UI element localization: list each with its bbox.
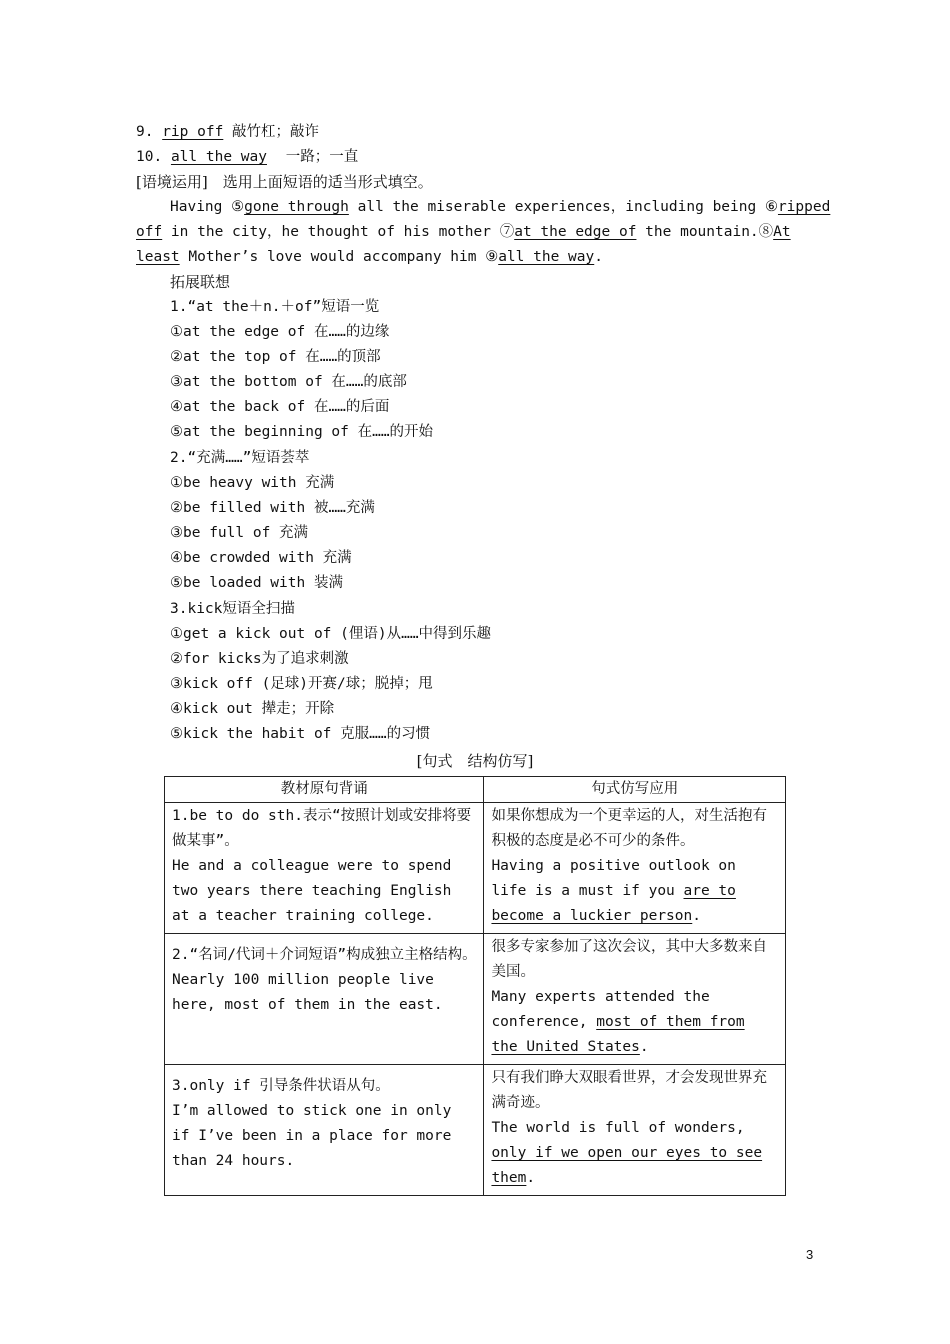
table-row [165,934,786,1065]
chinese-prompt: 很多专家参加了这次会议，其中大多数来自美国。 [491,939,767,980]
english-answer: Having a positive outlook on life is a must if you are to become a luckier person. [491,858,736,924]
answer-blank: off [136,224,163,240]
list-item: ⑤be loaded with 装满 [170,575,343,591]
chinese-prompt: 如果你想成为一个更幸运的人，对生活抱有积极的态度是必不可少的条件。 [491,808,767,849]
answer-blank: at the edge of [514,224,637,240]
page-number: 3 [806,1247,814,1262]
item-number: 9. [136,124,154,140]
table-row [165,803,786,934]
sentence-pattern-table [164,776,786,1196]
expand-title: 拓展联想 [170,273,231,291]
chinese-prompt: 只有我们睁大双眼看世界，才会发现世界充满奇迹。 [491,1070,767,1111]
table-header-row [165,777,786,803]
answer-blank: least [136,249,180,265]
rule-text: 2.“名词/代词＋介词短语”构成独立主格结构。 [172,947,477,963]
context-paragraph-line-1: Having ⑤gone through all the miserable experiences，including being ⑥ripped [170,199,831,215]
item-number: 10. [136,149,163,165]
answer-phrase: all the way [170,149,267,165]
list-item: ④at the back of 在……的后面 [170,399,390,415]
example-sentence: He and a colleague were to spend two years there teaching English at a teacher training college. [172,858,452,924]
list-item: ③at the bottom of 在……的底部 [170,374,407,390]
context-paragraph-line-2: off in the city，he thought of his mother ⑦at the edge of the mountain.⑧At [136,224,791,240]
context-paragraph-line-3: least Mother’s love would accompany him ⑨all the way. [136,249,603,265]
column-header: 教材原句背诵 [165,777,484,803]
list-item: ②for kicks为了追求刺激 [170,651,349,667]
answer-blank: all the way [498,249,595,265]
list-item: ④be crowded with 充满 [170,550,352,566]
phrase-item-10 [136,145,358,170]
list-item: ①at the edge of 在……的边缘 [170,324,390,340]
context-label: [语境运用] 选用上面短语的适当形式填空。 [136,173,433,191]
column-header: 句式仿写应用 [484,777,786,803]
group-2-title: 2.“充满……”短语荟萃 [170,450,310,466]
phrase-item-9 [136,120,319,145]
group-3-title: 3.kick短语全扫描 [170,601,295,617]
list-item: ③be full of 充满 [170,525,309,541]
english-answer: Many experts attended the conference, most of them from the United States. [491,989,745,1055]
answer-phrase: rip off [162,124,224,140]
answer-blank: At [773,224,791,240]
english-answer: The world is full of wonders, only if we open our eyes to see them. [491,1120,763,1186]
phrase-meaning: 一路；一直 [285,149,359,165]
list-item: ①get a kick out of (俚语)从……中得到乐趣 [170,626,492,642]
rule-text: 3.only if 引导条件状语从句。 [172,1078,390,1094]
list-item: ④kick out 撵走；开除 [170,701,335,717]
example-sentence: I’m allowed to stick one in only if I’ve been in a place for more than 24 hours. [172,1103,452,1169]
source-sentence-cell [165,803,484,934]
list-item: ⑤kick the habit of 克服……的习惯 [170,726,431,742]
answer-blank: are to become a luckier person [491,883,736,924]
example-sentence: Nearly 100 million people live here, most of them in the east. [172,972,443,1013]
list-item: ②at the top of 在……的顶部 [170,349,381,365]
list-item: ⑤at the beginning of 在……的开始 [170,424,434,440]
list-item: ③kick off (足球)开赛/球；脱掉；甩 [170,676,433,692]
group-1-title: 1.“at the＋n.＋of”短语一览 [170,299,380,315]
imitation-cell [484,803,786,934]
table-row [165,1065,786,1196]
list-item: ②be filled with 被……充满 [170,500,375,516]
rule-text: 1.be to do sth.表示“按照计划或安排将要做某事”。 [172,808,472,849]
imitation-cell [484,1065,786,1196]
list-item: ①be heavy with 充满 [170,475,335,491]
answer-blank: only if we open our eyes to see them [491,1145,763,1186]
section-heading: [句式 结构仿写] [416,752,534,770]
source-sentence-cell [165,934,484,1065]
source-sentence-cell [165,1065,484,1196]
answer-blank: ripped [777,199,831,215]
imitation-cell [484,934,786,1065]
phrase-meaning: 敲竹杠；敲诈 [232,124,320,140]
answer-blank: most of them from the United States [491,1014,745,1055]
answer-blank: gone through [244,199,349,215]
